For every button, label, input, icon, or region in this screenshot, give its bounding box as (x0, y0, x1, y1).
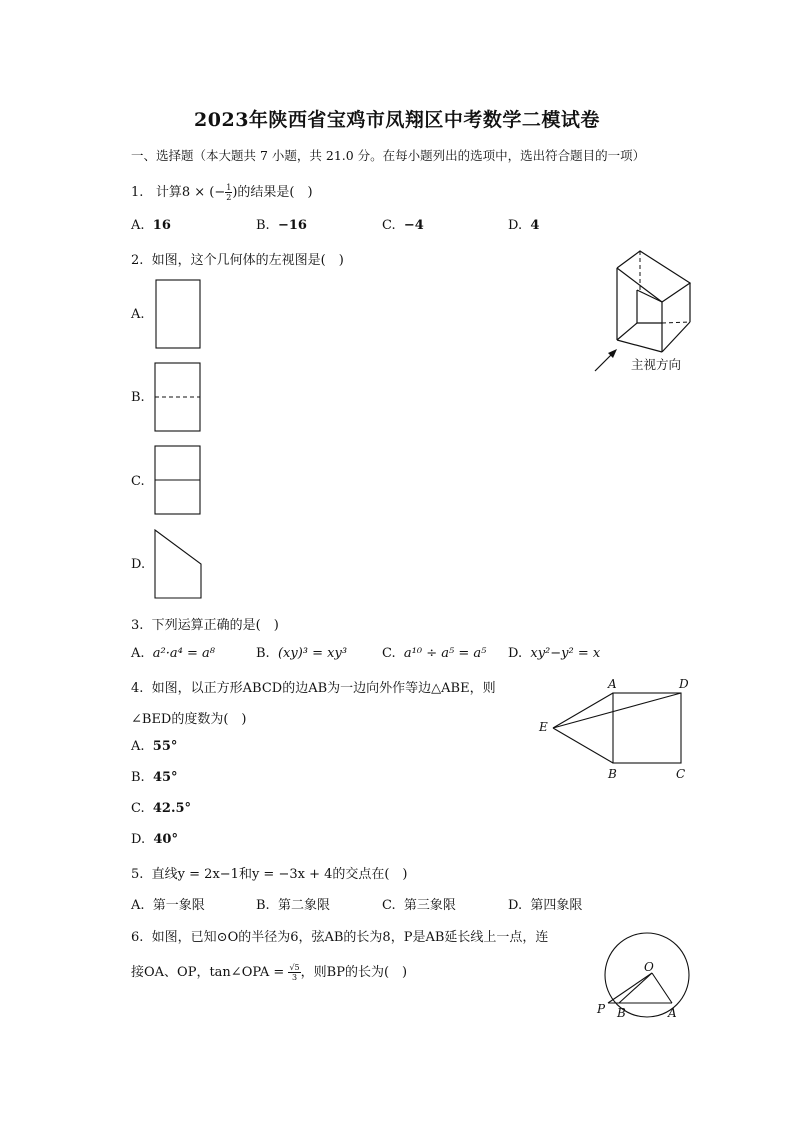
page-title: 2023年陕西省宝鸡市凤翔区中考数学二模试卷 (194, 109, 600, 131)
option-a-shape (156, 280, 200, 348)
point-label-e: E (539, 720, 548, 734)
option-d[interactable]: D. 4 (508, 218, 540, 233)
point-label-a: A (668, 1006, 677, 1020)
section-heading: 一、选择题（本大题共 7 小题，共 21.0 分。在每小题列出的选项中，选出符合题目的一项） (131, 148, 646, 163)
question-number: 6. (131, 930, 144, 945)
option-d[interactable]: D. (131, 557, 146, 572)
question-4-line2: ∠BED的度数为( ) (131, 712, 247, 727)
question-stem-prefix: 计算8 × (− (155, 185, 226, 200)
question-3 (131, 614, 279, 633)
fraction-numerator: 1 (226, 183, 232, 192)
option-b[interactable]: B. −16 (256, 218, 307, 233)
option-a[interactable]: A. 55° (131, 739, 178, 754)
point-label-p: P (597, 1002, 606, 1016)
option-d[interactable]: D. 40° (131, 832, 178, 847)
option-b[interactable]: B. (131, 390, 145, 405)
fraction-denominator: 2 (226, 193, 232, 202)
question-5 (131, 863, 408, 882)
option-b[interactable]: B. (xy)³ = xy³ (256, 646, 348, 661)
point-label-o: O (644, 960, 654, 974)
option-d[interactable]: D. 第四象限 (508, 898, 583, 913)
fraction-numerator: √5 (289, 963, 300, 972)
question-stem-suffix: )的结果是( ) (232, 185, 313, 200)
question-number: 4. (131, 681, 144, 696)
question-number: 3. (131, 618, 144, 633)
option-c[interactable]: C. 第三象限 (382, 898, 456, 913)
option-c[interactable]: C. a¹⁰ ÷ a⁵ = a⁵ (382, 646, 487, 661)
question-stem-line1: 如图，以正方形ABCD的边AB为一边向外作等边△ABE，则 (151, 681, 496, 696)
option-a[interactable]: A. a²·a⁴ = a⁸ (131, 646, 215, 661)
point-label-d: D (679, 677, 689, 691)
question-1 (131, 181, 313, 202)
option-a[interactable]: A. (131, 307, 145, 322)
option-c-shape (155, 446, 200, 514)
option-c[interactable]: C. (131, 474, 145, 489)
question-6-line2: 接OA、OP，tan∠OPA = $\frac{√5}{3}$ ，则BP的长为( ) (131, 963, 408, 982)
question-6 (131, 926, 548, 945)
option-a[interactable]: A. 16 (131, 218, 171, 233)
question-stem: 下列运算正确的是( ) (151, 618, 279, 633)
option-c[interactable]: C. −4 (382, 218, 424, 233)
option-b[interactable]: B. 45° (131, 770, 178, 785)
view-direction-arrow (595, 352, 614, 371)
option-d[interactable]: D. xy²−y² = x (508, 646, 601, 661)
option-d-shape (155, 530, 201, 598)
question-number: 1. (131, 185, 144, 200)
question-4 (131, 677, 496, 696)
question-number: 5. (131, 867, 144, 882)
option-c[interactable]: C. 42.5° (131, 801, 192, 816)
question-number: 2. (131, 253, 144, 268)
question-2 (131, 249, 344, 268)
fraction-denominator: 3 (292, 973, 298, 982)
question-stem-line1: 如图，已知⊙O的半径为6，弦AB的长为8，P是AB延长线上一点，连 (151, 930, 549, 945)
question-stem: 直线y = 2x−1和y = −3x + 4的交点在( ) (151, 867, 408, 882)
option-a[interactable]: A. 第一象限 (131, 898, 205, 913)
figure-caption: 主视方向 (631, 357, 682, 372)
question-stem: 如图，这个几何体的左视图是( ) (151, 253, 344, 268)
point-label-b: B (617, 1006, 626, 1020)
point-label-c: C (676, 767, 686, 781)
fraction (288, 963, 300, 982)
point-label-b: B (608, 767, 617, 781)
option-b[interactable]: B. 第二象限 (256, 898, 330, 913)
option-b-shape (155, 363, 200, 431)
point-label-a: A (608, 677, 617, 691)
